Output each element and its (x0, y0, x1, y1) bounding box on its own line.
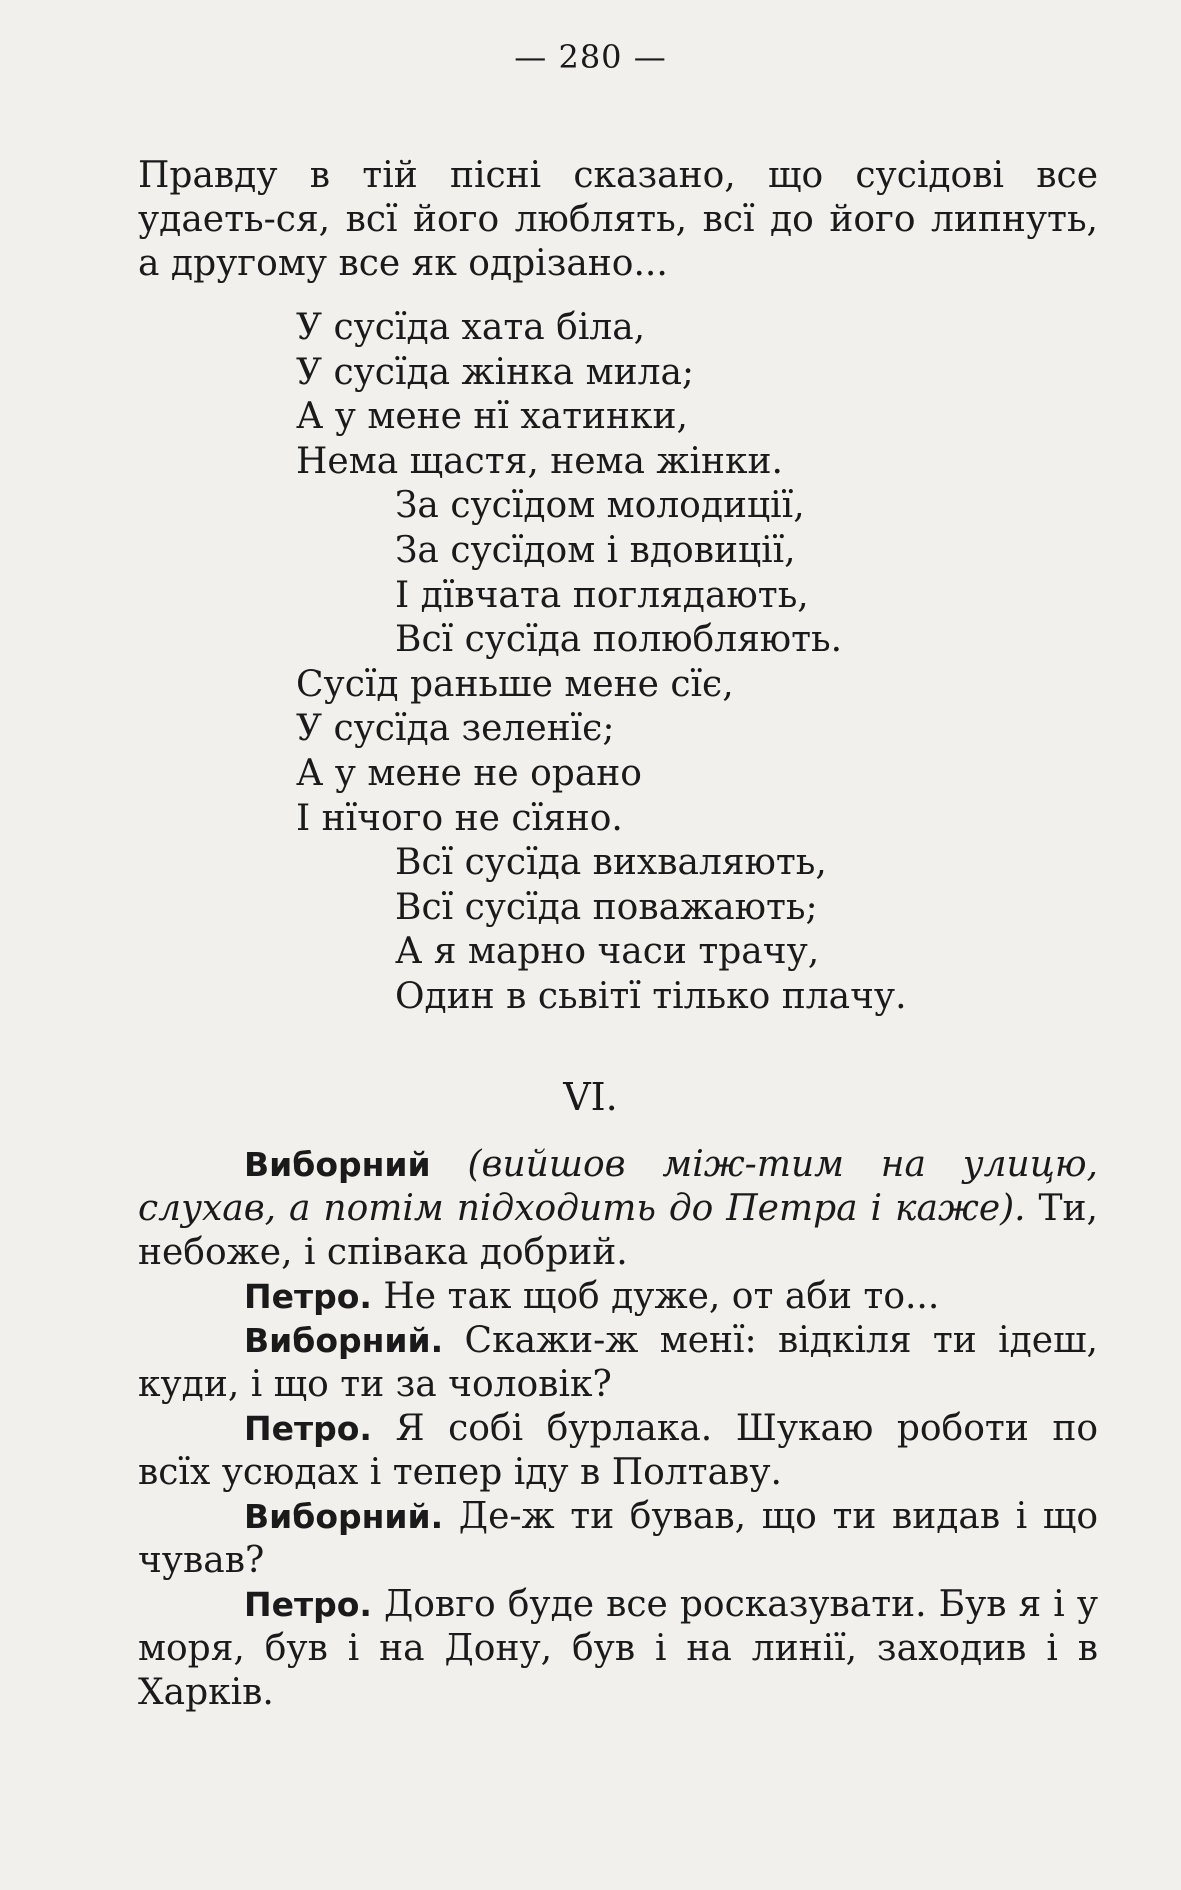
verse-line: За сусїдом і вдовиції, (395, 530, 796, 571)
speaker-name: Виборний (244, 1145, 431, 1184)
section-heading: VI. (563, 1075, 618, 1119)
intro-paragraph (138, 154, 1098, 286)
speech-text: Де-ж ти бував, що ти видав і що чував? (138, 1496, 1098, 1581)
verse-line: Нема щастя, нема жінки. (296, 440, 783, 482)
speech-text: Не так щоб дуже, от аби то... (371, 1276, 940, 1317)
speech-text: Скажи-ж менї: відкіля ти ідеш, куди, і що ти за чоловік? (138, 1320, 1098, 1405)
verse-line: Один в сьвітї тілько плачу. (395, 976, 907, 1017)
verse-line: У сусїда зеленїє; (296, 708, 615, 750)
dialogue-line (138, 1495, 1098, 1583)
speech-text: Я собі бурлака. Шукаю роботи по всїх усюдах і тепер іду в Полтаву. (138, 1408, 1098, 1493)
verse-line: За сусїдом молодиції, (395, 485, 805, 527)
verse-line: А у мене не орано (296, 753, 642, 794)
dialogue (138, 1143, 1098, 1715)
speaker-name: Виборний. (244, 1321, 444, 1360)
verse-line: І дївчата поглядають, (395, 574, 809, 616)
verse-line: Всї сусїда вихваляють, (395, 842, 827, 884)
speaker-name: Петро. (244, 1277, 372, 1316)
dialogue-line (138, 1407, 1098, 1495)
verse-line: У сусїда хата біла, (296, 307, 646, 348)
speaker-name: Петро. (244, 1585, 372, 1624)
dialogue-line (138, 1143, 1098, 1275)
verse-line: Сусїд раньше мене сїє, (296, 663, 734, 705)
verse-line: Всї сусїда полюбляють. (395, 619, 843, 661)
page-number: — 280 — (514, 38, 667, 76)
verse-line: І нїчого не сїяно. (296, 797, 623, 839)
stage-direction: (вийшов між-тим на улицю, слухав, а потім підходить до Петра і каже). (138, 1144, 1099, 1229)
verse-line: Всї сусїда поважають; (395, 886, 818, 928)
verse-line: А я марно часи трачу, (395, 931, 820, 973)
dialogue-line (138, 1583, 1098, 1715)
speech-text: Довго буде все росказувати. Був я і у моря, був і на Дону, був і на линії, заходив і в Харків. (138, 1584, 1098, 1713)
dialogue-line (138, 1319, 1098, 1407)
verse-line: А у мене нї хатинки, (296, 396, 688, 438)
verse-line: У сусїда жінка мила; (296, 351, 695, 393)
speaker-name: Петро. (244, 1409, 372, 1448)
dialogue-line (138, 1275, 1098, 1319)
speech-text: Ти, небоже, і співака добрий. (138, 1188, 1098, 1273)
speaker-name: Виборний. (244, 1497, 444, 1536)
intro-text: Правду в тій пісні сказано, що сусідові все удаеть-ся, всї його люблять, всї до його липнуть, а другому все як одрізано... (138, 155, 1098, 284)
